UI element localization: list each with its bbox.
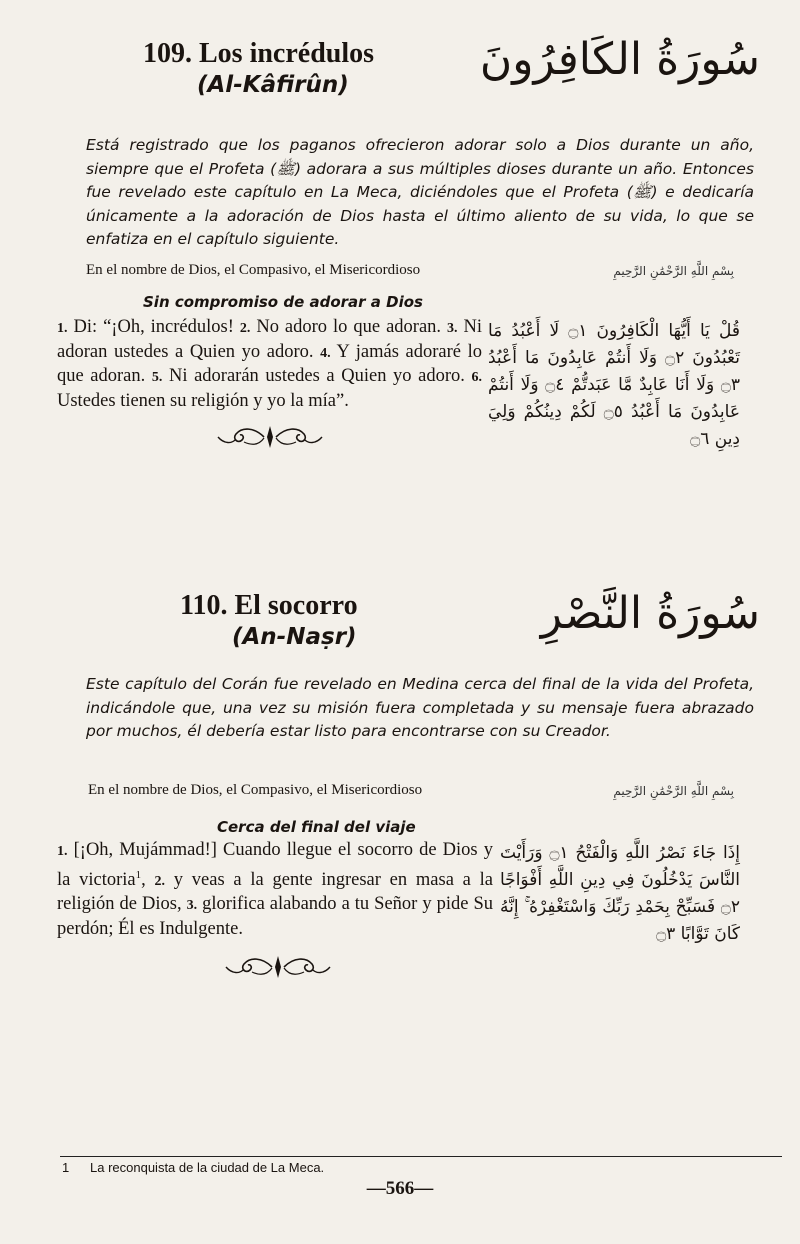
ornament-divider-icon [214,422,326,452]
verse-text: glorifica alabando a tu Señor y pide Su perdón; Él es Indulgente. [57,894,494,939]
basmala-spanish-109: En el nombre de Dios, el Compasivo, el Misericordioso [86,262,421,278]
footnote-text: La reconquista de la ciudad de La Meca. [90,1160,325,1175]
surah-110-translation: 1. [¡Oh, Mujámmad!] Cuando llegue el socorro de Dios y la victoria$^1$, 2. y veas a la gente ingresar en masa a la religión de Dios, 3. glorifica alabando a tu Señor y pide Su perdón; Él es Indulgente. [57,840,494,939]
verse-text: y veas a la gente ingresar en masa a la religión de Dios, [57,869,493,915]
verse-text: No adoro lo que adoran. [250,317,448,337]
verse-number: 1. [57,844,68,859]
verse-number: 4. [320,345,331,361]
surah-110-arabic-text: إِذَا جَاءَ نَصْرُ اللَّهِ وَالْفَتْحُ ۝١ وَرَأَيْتَ النَّاسَ يَدْخُلُونَ فِي دِينِ اللَّهِ أَفْوَاجًا ۝٢ فَسَبِّحْ بِحَمْدِ رَبِّكَ وَاسْتَغْفِرْهُ ۚ إِنَّهُ كَانَ تَوَّابًا ۝٣ [500,843,740,944]
surah-109-subheading: Sin compromiso de adorar a Dios [143,293,423,311]
surah-109-transliteration: (Al-Kâfirûn) [197,72,349,98]
verse-text: Ni adorarán ustedes a Quien yo adoro. [162,366,472,386]
verse-text: [¡Oh, Mujámmad!] Cuando llegue el socorro de Dios y la victoria [57,840,493,890]
basmala-arabic-109: بِسْمِ اللَّهِ الرَّحْمَٰنِ الرَّحِيمِ [613,264,734,278]
surah-110-subheading: Cerca del final del viaje [217,818,416,836]
verse-number: 1. [57,321,68,336]
footnote [62,1160,324,1175]
verse-number: 3. [447,321,458,336]
verse-number: 3. [186,898,198,914]
verse-number: 6. [471,370,482,385]
footnote-marker: 1 [135,868,142,881]
surah-110-arabic-title: سُورَةُ النَّصْرِ [540,588,760,639]
verse-text: Ustedes tienen su religión y yo la mía”. [57,390,349,411]
verse-text: Y jamás adoraré lo que adoran. [57,341,482,386]
surah-110-transliteration: (An-Naṣr) [232,624,357,650]
footnote-number: 1 [62,1160,70,1175]
surah-109-arabic-text: قُلْ يَا أَيُّهَا الْكَافِرُونَ ۝١ لَا أَعْبُدُ مَا تَعْبُدُونَ ۝٢ وَلَا أَنتُمْ عَابِدُونَ مَا أَعْبُدُ ۝٣ وَلَا أَنَا عَابِدٌ مَّا عَبَدتُّمْ ۝٤ وَلَا أَنتُمْ عَابِدُونَ مَا أَعْبُدُ ۝٥ لَكُمْ دِينُكُمْ وَلِيَ دِينِ ۝٦ [488,321,740,449]
footnote-rule [60,1156,782,1157]
verse-text: Ni adoran ustedes a Quien yo adoro. [57,317,482,362]
surah-110-title: 110. El socorro [180,590,358,621]
surah-109-introduction: Está registrado que los paganos ofrecieron adorar solo a Dios durante un año, siempre que el Profeta (ﷺ) adorara a sus múltiples dioses durante un año. Entonces fue revelado este capítulo en La Meca, diciéndoles que el Profeta (ﷺ) e dedicaría únicamente a la adoración de Dios hasta el último aliento de su vida, lo que se enfatiza en el capítulo siguiente. [86,136,755,248]
surah-109-title: 109. Los incrédulos [143,38,375,69]
verse-number: 2. [154,873,166,889]
basmala-arabic-110: بِسْمِ اللَّهِ الرَّحْمَٰنِ الرَّحِيمِ [613,784,734,798]
verse-number: 5. [151,370,163,385]
surah-109-translation [57,316,482,413]
ornament-divider-icon [222,952,334,982]
surah-110-introduction: Este capítulo del Corán fue revelado en Medina cerca del final de la vida del Profeta, indicándole que, una vez su misión fuera completada y su mensaje fuera abrazado por muchos, él debería estar listo para encontrarse con su Creador. [86,675,754,740]
verse-text: Di: “¡Oh, incrédulos! [67,317,240,337]
surah-109-arabic-title: سُورَةُ الكَافِرُونَ [479,34,760,85]
page-number: —566— [366,1178,434,1199]
verse-number: 2. [239,321,251,336]
basmala-spanish-110: En el nombre de Dios, el Compasivo, el Misericordioso [88,782,423,798]
